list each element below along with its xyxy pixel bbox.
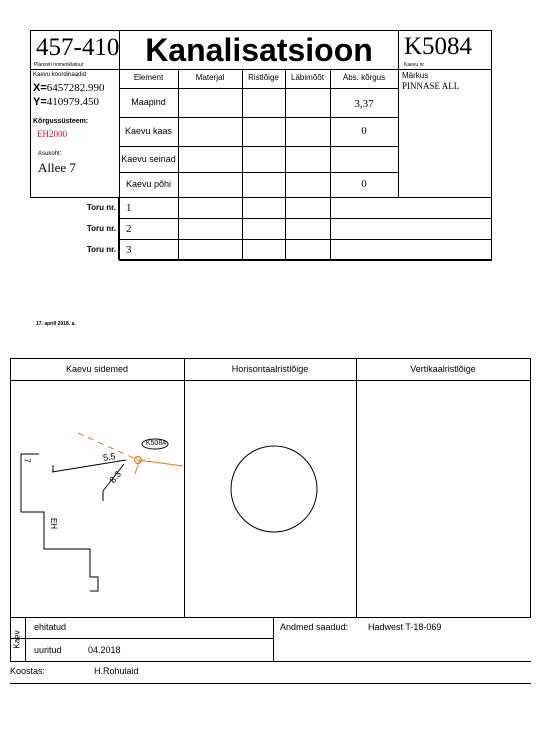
- sketch-dimension-1: 5.5: [102, 451, 117, 463]
- sketch-building-letter: EH: [49, 517, 59, 530]
- table-col-1: [178, 69, 179, 260]
- footer-side-sep: [25, 617, 26, 662]
- row-element-bottom: Kaevu põhi: [125, 179, 172, 189]
- location-value: Allee 7: [38, 160, 76, 175]
- frame-bottom: [119, 259, 492, 261]
- coords-label: Kaevu koordinaadid: [33, 72, 87, 78]
- built-label: ehitatud: [34, 622, 67, 632]
- col-header-diameter: Läbimõõt: [291, 73, 324, 82]
- coord-y: [33, 96, 99, 109]
- section-title-connections: Kaevu sidemed: [65, 364, 129, 374]
- well-number: K5084: [404, 33, 473, 60]
- col-header-abs-height: Abs. kõrgus: [342, 73, 386, 82]
- col-header-cross-section: Ristlõige: [248, 73, 279, 82]
- coord-y-label: Y=: [33, 96, 47, 108]
- source-label: Andmed saadud:: [280, 622, 349, 632]
- nomenclature-label: Planzeti nomenklatuur: [34, 62, 84, 68]
- row-abs-ground: 3,37: [354, 98, 374, 110]
- pipe-1-label: Toru nr.: [86, 203, 116, 212]
- drawing-bottom-line: [10, 617, 531, 618]
- nomenclature-number: 457-410: [36, 34, 120, 61]
- footer-bottom-line: [10, 661, 531, 662]
- location-label: Asukoht:: [38, 151, 62, 157]
- col-header-material: Materjal: [195, 73, 225, 82]
- compiled-value: H.Rohulaid: [94, 666, 139, 676]
- coord-x-label: X=: [33, 82, 47, 94]
- col-header-element: Element: [133, 73, 164, 82]
- section-title-horizontal: Horisontaalristlõige: [231, 364, 309, 374]
- horizontal-section-drawing: [185, 381, 356, 617]
- pipe-3-label: Toru nr.: [86, 245, 116, 254]
- pipe-1-number: 1: [126, 202, 132, 214]
- table-header-line: [119, 88, 399, 89]
- drawing-right-line: [530, 358, 531, 618]
- coord-x: [33, 82, 105, 95]
- well-cross-section-circle: [231, 446, 317, 532]
- drawing-sep-2: [356, 358, 357, 618]
- drawing-top-line: [10, 358, 531, 359]
- table-row-line-3: [119, 172, 399, 173]
- table-col-3: [285, 69, 286, 260]
- well-number-label: Kaevu nr: [404, 62, 425, 68]
- height-system-value: EH2000: [37, 129, 67, 139]
- document-date: 17. aprill 2018. a.: [36, 321, 76, 327]
- sketch-well-label: K5084: [145, 440, 167, 447]
- pipe-line-outflow: [138, 460, 183, 466]
- coord-y-value: 410979.450: [46, 96, 100, 108]
- surveyed-label: uuritud: [34, 645, 62, 655]
- frame-right: [491, 30, 492, 260]
- remarks-value: PINNASE ALL: [402, 81, 460, 91]
- row-abs-lid: 0: [361, 125, 367, 137]
- pipe-2-label: Toru nr.: [86, 224, 116, 233]
- pipe-block-left: [118, 197, 120, 260]
- remarks-label: Märkus: [402, 71, 429, 80]
- table-col-2: [242, 69, 243, 260]
- table-row-line-2: [119, 146, 399, 147]
- side-label: Kaev: [12, 630, 22, 649]
- sketch-dimension-2: 8.3: [107, 468, 124, 486]
- table-bottom-line: [30, 197, 492, 198]
- pipe-3-number: 3: [126, 244, 132, 256]
- sketch-pipe-mark: :: [148, 457, 150, 464]
- source-value: Hadwest T-18-069: [368, 622, 442, 632]
- sketch-building-mark: 7: [22, 458, 32, 463]
- pipe-line-1: [119, 218, 492, 219]
- height-system-label: Kõrgussüsteem:: [33, 118, 89, 125]
- pipe-2-number: 2: [126, 223, 132, 235]
- page-title: Kanalisatsioon: [145, 32, 373, 68]
- footer-row-line: [10, 638, 273, 639]
- pipe-line-2: [119, 239, 492, 240]
- coord-x-value: 6457282.990: [46, 82, 105, 94]
- table-row-line-1: [119, 117, 399, 118]
- footer-mid-sep: [273, 617, 274, 662]
- compiled-bottom-line: [10, 683, 531, 684]
- row-element-walls: Kaevu seinad: [121, 154, 176, 164]
- frame-left: [30, 30, 31, 198]
- building-outline: [21, 454, 98, 591]
- row-abs-bottom: 0: [361, 178, 367, 190]
- surveyed-date: 04.2018: [88, 645, 121, 655]
- row-element-lid: Kaevu kaas: [124, 126, 173, 136]
- section-title-vertical: Vertikaalristlõige: [410, 364, 476, 374]
- compiled-label: Koostas:: [10, 666, 46, 676]
- connections-sketch: [11, 381, 184, 617]
- row-element-ground: Maapind: [131, 97, 166, 107]
